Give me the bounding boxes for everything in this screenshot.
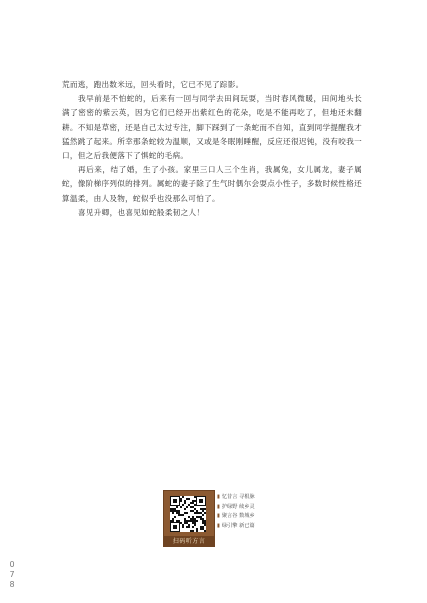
qr-feature-item xyxy=(217,512,269,522)
bullet-icon: ▮ xyxy=(217,513,220,519)
qr-feature-label: 忆昔言 寻根脉 xyxy=(221,494,255,500)
bullet-icon: ▮ xyxy=(217,522,220,529)
bullet-icon: ▮ xyxy=(217,503,220,510)
qr-feature-item xyxy=(217,503,269,513)
bullet-icon: ▮ xyxy=(217,494,220,500)
qr-feature-item xyxy=(217,493,269,503)
paragraph: 喜见升卿，也喜见如蛇般柔韧之人！ xyxy=(78,207,205,217)
qr-banner: 扫码听方言 xyxy=(163,536,215,547)
paragraph: 我早前是不怕蛇的，后来有一回与同学去田间玩耍，当时春风微暖，田间地头长满了密密的紫云英，因为它们已经开出紫红色的花朵，吃是不能再吃了，但地还未翻耕。不知是草密，还是自己太过专注，脚下踩到了一条蛇而不自知，直到同学提醒我才猛然跳了起来。所幸那条蛇较为温顺，又或是冬眠刚睡醒，反应还很迟钝，没有咬我一口，但之后我便落下了惧蛇的毛病。 xyxy=(62,94,362,161)
qr-code-icon[interactable] xyxy=(170,496,206,532)
qr-feature-label: 护绿野 续乡灵 xyxy=(221,503,255,510)
page-number: 0 7 8 xyxy=(9,560,15,589)
paragraph: 荒而逃，跑出数米远，回头看时，它已不见了踪影。 xyxy=(62,80,244,89)
qr-code-graphic xyxy=(170,496,206,532)
paragraph: 再后来，结了婚，生了小孩。家里三口人三个生肖，我属兔，女儿属龙，妻子属蛇，像阶梯序列似的排列。属蛇的妻子除了生气时偶尔会耍点小性子，多数时候性格还算温柔，由人及物，蛇似乎也没那么可怕了。 xyxy=(62,165,362,203)
qr-frame xyxy=(163,490,215,538)
qr-feature-label: 聚言谷 数城乡 xyxy=(221,513,255,519)
body-text xyxy=(62,78,362,220)
qr-promo xyxy=(163,490,267,550)
qr-feature-item xyxy=(217,522,269,532)
qr-feature-label: 绿引擎 新已篇 xyxy=(221,522,255,529)
qr-feature-list xyxy=(217,493,269,531)
